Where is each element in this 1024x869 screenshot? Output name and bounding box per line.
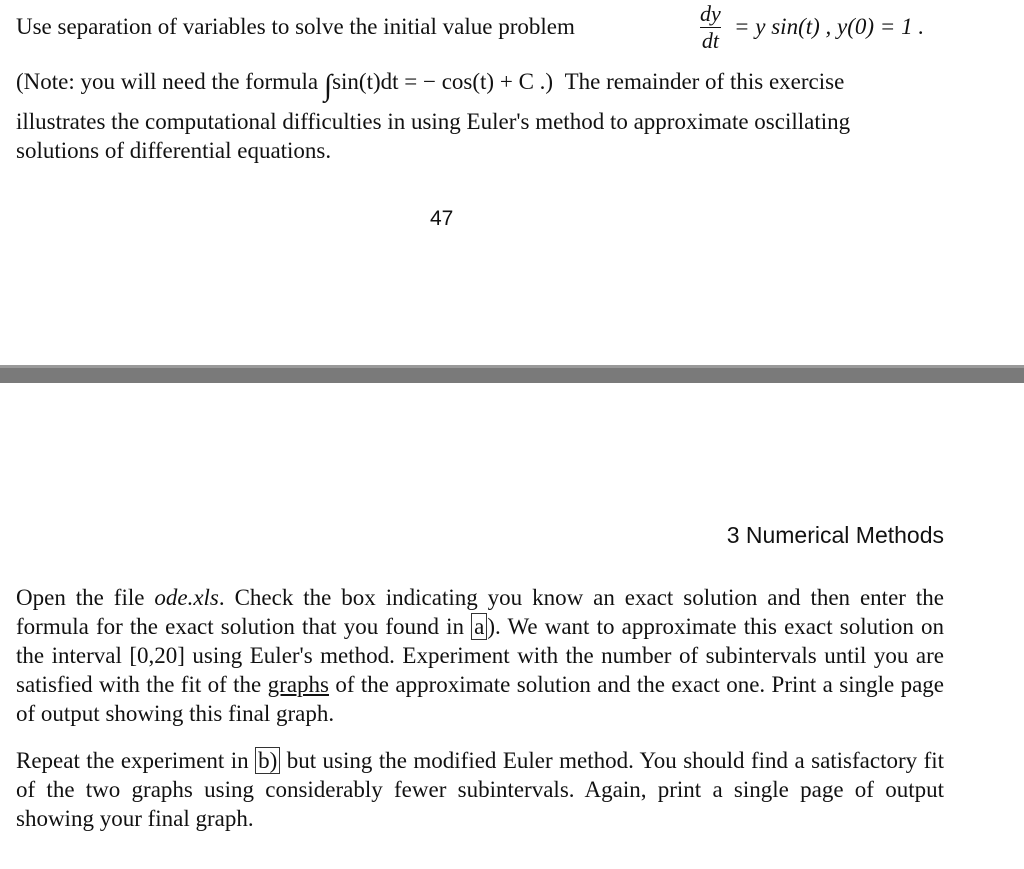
fraction-denominator: dt	[701, 28, 719, 53]
para-b-text-4: of the approximate solution and the exact one. Print a single page of output showing this final graph.	[16, 672, 945, 726]
problem-intro-text: Use separation of variables to solve the initial value problem	[16, 14, 575, 39]
intro-line-3: illustrates the computational difficulties in using Euler's method to approximate oscillating	[16, 109, 851, 134]
part-b-reference[interactable]: b)	[255, 747, 280, 774]
para-b-text-1: Open the file	[16, 585, 155, 610]
problem-intro	[16, 12, 575, 41]
para-c-text-1: Repeat the experiment in	[16, 748, 249, 773]
intro-line-4: solutions of differential equations.	[16, 138, 332, 163]
section-header: 3 Numerical Methods	[726, 522, 944, 548]
page-number: 47	[430, 207, 454, 230]
derivative-fraction	[700, 2, 721, 53]
ode-rhs-text: = y sin(t) , y(0) = 1 .	[734, 14, 925, 39]
note-line	[16, 67, 844, 100]
page-separator	[0, 365, 1024, 383]
note-suffix: The remainder of this exercise	[564, 69, 845, 94]
note-prefix: (Note: you will need the formula	[16, 69, 319, 94]
graphs-link[interactable]: graphs	[267, 672, 329, 697]
integral-formula: sin(t)dt = − cos(t) + C .)	[332, 69, 554, 94]
paragraph-b	[16, 583, 944, 728]
integral-sign: ∫	[323, 69, 333, 102]
para-c-text-2: but using the modified Euler method. You should find a satisfactory fit of the two graphs using considerably fewer subintervals. Again, print a single page of output showing your final graph.	[16, 748, 945, 831]
ode-rhs	[734, 12, 924, 41]
part-a-reference[interactable]: a	[471, 613, 487, 640]
file-name: ode.xls	[154, 585, 219, 610]
para-b-text-2: . Check the box indicating you know an exact solution and then enter the formula for the exact solution that you found in	[16, 585, 944, 639]
separator-edge	[0, 365, 1024, 368]
para-b-text-3: ). We want to approximate this exact solution on the interval [0,20] using Euler's method. Experiment with the number of subintervals until you are satisfied with the fit of the	[16, 614, 944, 697]
paragraph-c	[16, 746, 944, 833]
fraction-numerator: dy	[700, 1, 721, 26]
